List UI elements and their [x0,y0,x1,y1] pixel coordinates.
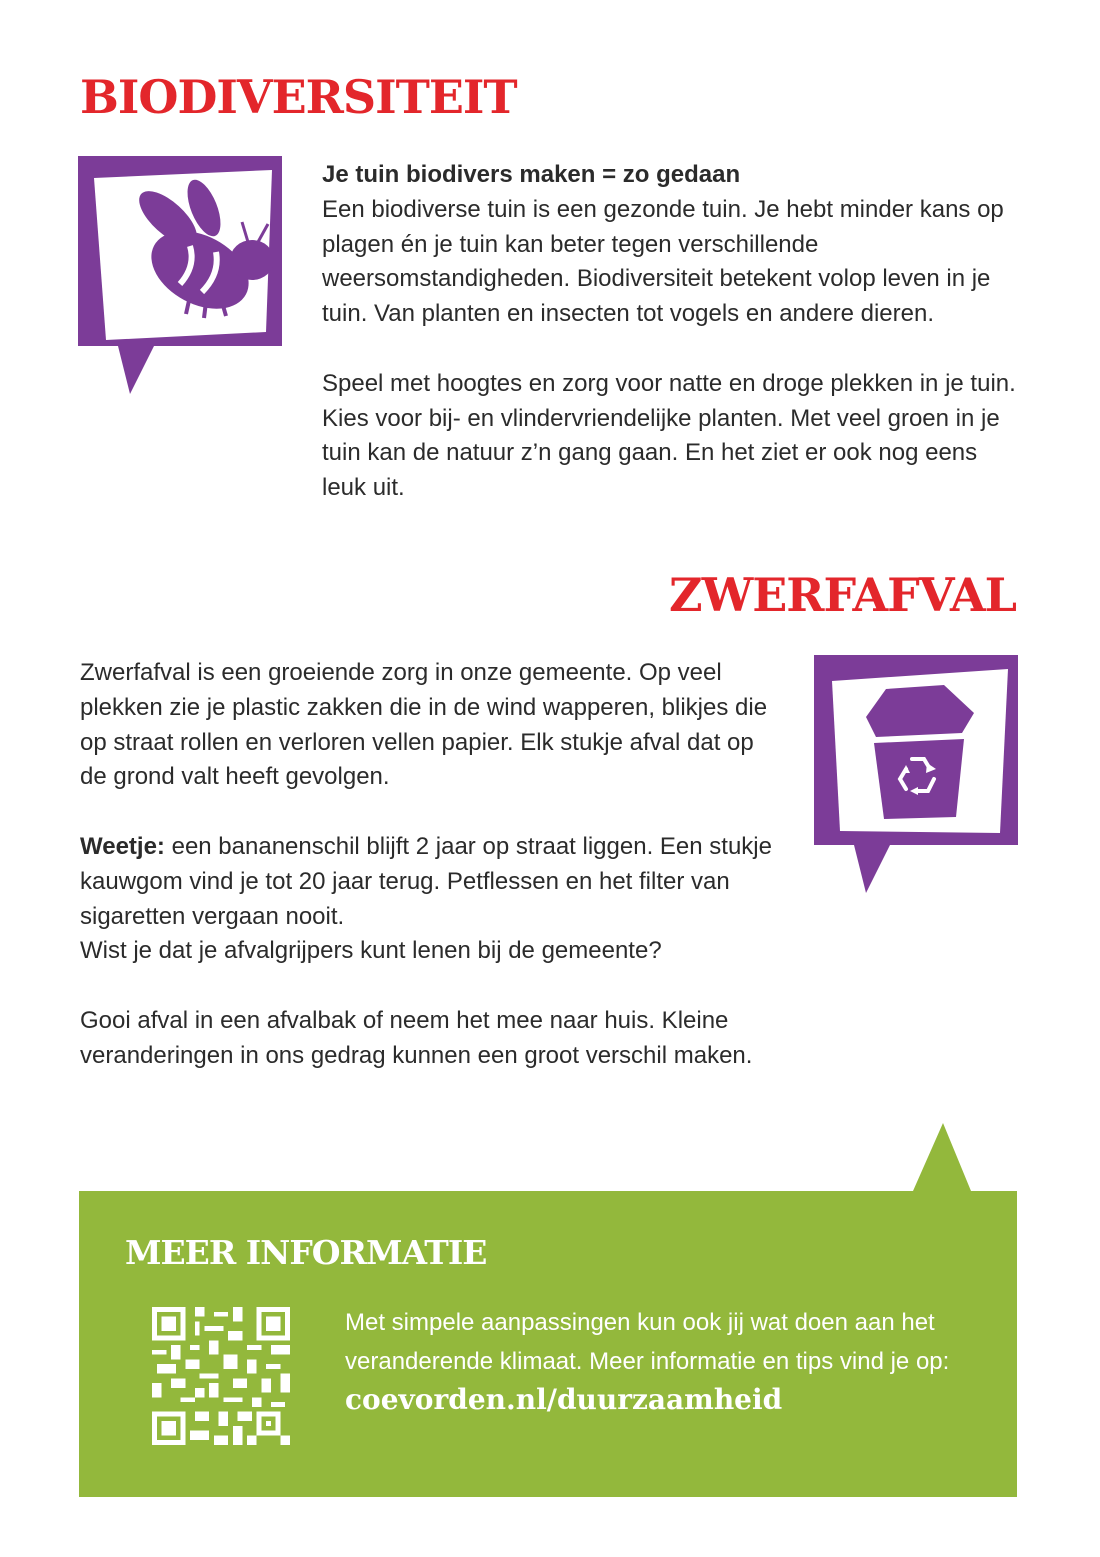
zwerfafval-paragraph-3: Gooi afval in een afvalbak of neem het mee naar huis. Kleine veranderingen in ons gedrag kunnen een groot verschil maken. [80,1006,753,1069]
biodiversiteit-heading: BIODIVERSITEIT [80,70,517,124]
biodiversiteit-text [322,158,1022,506]
weetje-question: Wist je dat je afvalgrijpers kunt lenen bij de gemeente? [80,937,662,965]
duurzaamheid-link[interactable]: coevorden.nl/duurzaamheid [345,1383,783,1416]
bee-icon [78,156,282,396]
biodiversiteit-paragraph-1: Een biodiverse tuin is een gezonde tuin. Je hebt minder kans op plagen én je tuin kan beter tegen verschillende weersomstandigheden. Biodiversiteit betekent volop leven in je tuin. Van planten en insecten tot vogels en andere dieren. [322,195,1004,328]
biodiversiteit-paragraph-2: Speel met hoogtes en zorg voor natte en droge plekken in je tuin. Kies voor bij- en vlindervriendelijke planten. Met veel groen in je tuin kan de natuur z’n gang gaan. En het ziet er ook nog eens leuk uit. [322,369,1016,502]
zwerfafval-heading: ZWERFAFVAL [669,568,1016,622]
zwerfafval-paragraph-1: Zwerfafval is een groeiende zorg in onze gemeente. Op veel plekken zie je plastic zakken die in de wind wapperen, blikjes die op straat rollen en verloren vellen papier. Elk stukje afval dat op de grond valt heeft gevolgen. [80,659,768,791]
weetje-label: Weetje: [80,832,165,860]
recycle-bin-icon [814,655,1018,895]
meer-informatie-heading: MEER INFORMATIE [125,1233,487,1272]
meer-informatie-text [345,1304,985,1419]
meer-informatie-paragraph: Met simpele aanpassingen kun ook jij wat doen aan het veranderende klimaat. Meer informatie en tips vind je op: [345,1309,950,1375]
weetje-text: een bananenschil blijft 2 jaar op straat liggen. Een stukje kauwgom vind je tot 20 jaar terug. Petflessen en het filter van sigaretten vergaan nooit. [80,832,772,930]
biodiversiteit-subtitle: Je tuin biodivers maken = zo gedaan [322,161,741,188]
zwerfafval-text [80,656,780,1074]
qr-code-icon[interactable] [152,1306,290,1446]
